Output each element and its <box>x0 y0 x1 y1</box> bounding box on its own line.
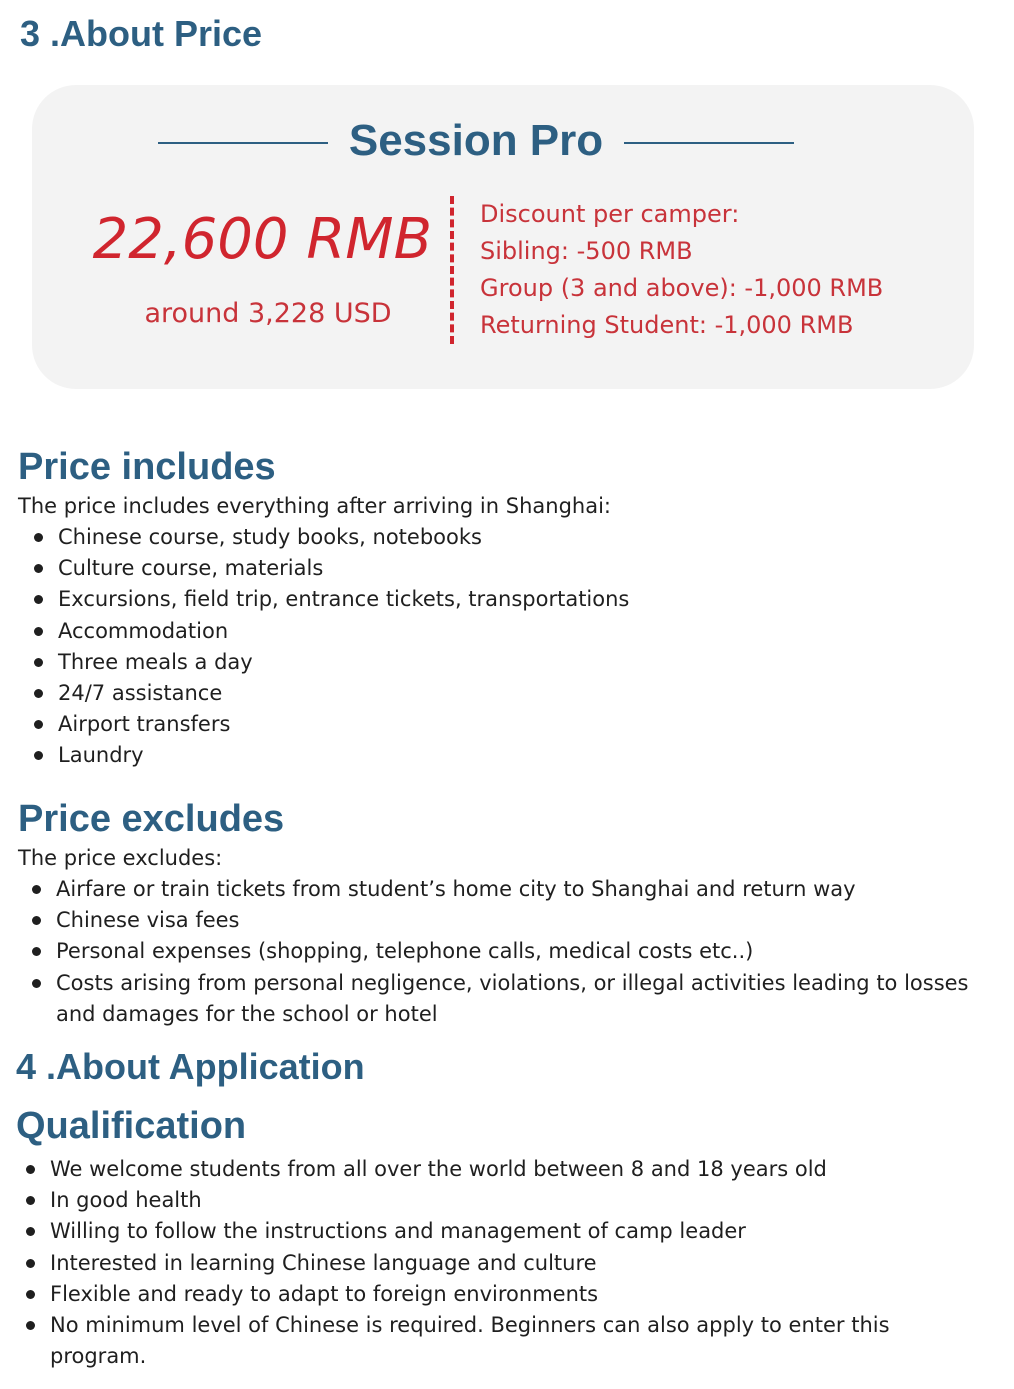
price-usd: around 3,228 USD <box>144 298 392 329</box>
excludes-list <box>18 874 998 1030</box>
list-item: Culture course, materials <box>20 553 980 584</box>
list-item: 24/7 assistance <box>20 678 980 709</box>
list-item: Chinese visa fees <box>18 905 998 936</box>
price-rmb: 22,600 RMB <box>92 207 432 272</box>
list-item: Flexible and ready to adapt to foreign environments <box>12 1279 942 1310</box>
discount-group: Group (3 and above): -1,000 RMB <box>480 274 884 302</box>
qualification-heading: Qualification <box>16 1105 247 1147</box>
list-item: Airport transfers <box>20 709 980 740</box>
includes-heading: Price includes <box>18 446 276 488</box>
list-item: No minimum level of Chinese is required. Beginners can also apply to enter this program. <box>12 1310 942 1372</box>
discount-heading: Discount per camper: <box>480 200 740 228</box>
discount-sibling: Sibling: -500 RMB <box>480 237 693 265</box>
list-item: Three meals a day <box>20 647 980 678</box>
list-item: Chinese course, study books, notebooks <box>20 522 980 553</box>
list-item: We welcome students from all over the world between 8 and 18 years old <box>12 1154 942 1185</box>
price-divider <box>450 196 454 344</box>
excludes-intro: The price excludes: <box>18 846 223 870</box>
session-title: Session Pro <box>348 116 604 165</box>
section-4-heading: 4 .About Application <box>16 1046 365 1087</box>
list-item: Personal expenses (shopping, telephone calls, medical costs etc..) <box>18 936 998 967</box>
list-item: Laundry <box>20 740 980 771</box>
discount-list <box>480 196 883 344</box>
qualification-list <box>12 1154 942 1372</box>
list-item: Costs arising from personal negligence, violations, or illegal activities leading to losses and damages for the school or hotel <box>18 968 998 1030</box>
list-item: Airfare or train tickets from student’s home city to Shanghai and return way <box>18 874 998 905</box>
list-item: Willing to follow the instructions and management of camp leader <box>12 1216 942 1247</box>
includes-list <box>20 522 980 772</box>
list-item: Interested in learning Chinese language and culture <box>12 1248 942 1279</box>
section-3-heading: 3 .About Price <box>20 13 263 54</box>
title-right-rule <box>624 142 794 144</box>
discount-returning: Returning Student: -1,000 RMB <box>480 311 854 339</box>
excludes-heading: Price excludes <box>18 798 285 840</box>
title-left-rule <box>158 142 328 144</box>
list-item: Accommodation <box>20 616 980 647</box>
includes-intro: The price includes everything after arriving in Shanghai: <box>18 494 611 518</box>
list-item: In good health <box>12 1185 942 1216</box>
list-item: Excursions, field trip, entrance tickets, transportations <box>20 584 980 615</box>
